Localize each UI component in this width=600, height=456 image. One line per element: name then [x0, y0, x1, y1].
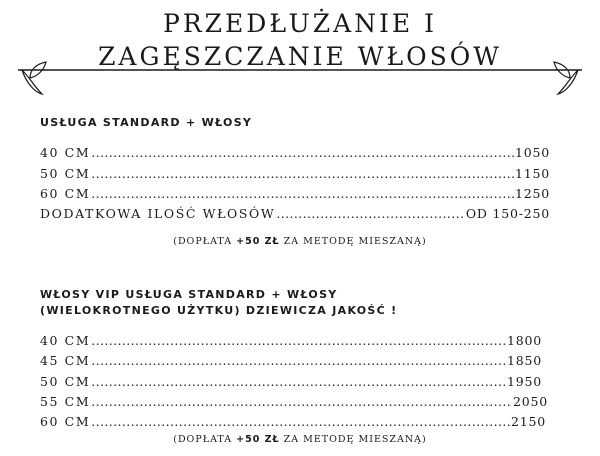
row-label: 60 CM [40, 186, 91, 201]
section-1-title: USŁUGA STANDARD + WŁOSY [40, 116, 253, 129]
price-row [40, 166, 550, 184]
dot-leader [91, 333, 506, 348]
row-label: 50 CM [40, 166, 91, 181]
row-label: 55 CM [40, 394, 91, 409]
price-row [40, 353, 542, 371]
dot-leader [91, 394, 512, 409]
price-row [40, 186, 550, 204]
price-row [40, 414, 546, 432]
row-price: OD 150-250 [465, 206, 550, 221]
row-label: DODATKOWA ILOŚĆ WŁOSÓW [40, 206, 276, 221]
row-price: 1250 [514, 186, 550, 201]
page-title-line-2: ZAGĘSZCZANIE WŁOSÓW [98, 42, 502, 71]
page-title-line-1: PRZEDŁUŻANIE I [163, 9, 437, 38]
row-price: 2150 [510, 414, 546, 429]
row-label: 60 CM [40, 414, 91, 429]
row-label: 50 CM [40, 374, 91, 389]
row-price: 1800 [506, 333, 542, 348]
row-price: 2050 [512, 394, 548, 409]
price-row [40, 374, 542, 392]
dot-leader [91, 353, 506, 368]
price-row [40, 145, 550, 163]
row-label: 40 CM [40, 333, 91, 348]
dot-leader [91, 186, 514, 201]
dot-leader [91, 145, 514, 160]
section-2-note: (DOPŁATA +50 ZŁ ZA METODĘ MIESZANĄ) [173, 434, 427, 445]
dot-leader [91, 166, 514, 181]
section-2-title-line-2: (WIELOKROTNEGO UŻYTKU) DZIEWICZA JAKOŚĆ ! [40, 304, 398, 317]
row-price: 1850 [506, 353, 542, 368]
dot-leader [91, 414, 510, 429]
row-price: 1050 [514, 145, 550, 160]
dot-leader [276, 206, 464, 221]
price-row [40, 206, 550, 224]
price-row [40, 394, 548, 412]
price-row [40, 333, 542, 351]
row-price: 1950 [506, 374, 542, 389]
dot-leader [91, 374, 506, 389]
section-1-note: (DOPŁATA +50 ZŁ ZA METODĘ MIESZANĄ) [173, 236, 427, 247]
section-2-title-line-1: WŁOSY VIP USŁUGA STANDARD + WŁOSY [40, 288, 338, 301]
row-price: 1150 [514, 166, 550, 181]
row-label: 40 CM [40, 145, 91, 160]
row-label: 45 CM [40, 353, 91, 368]
leaf-branch-icon [0, 58, 600, 108]
